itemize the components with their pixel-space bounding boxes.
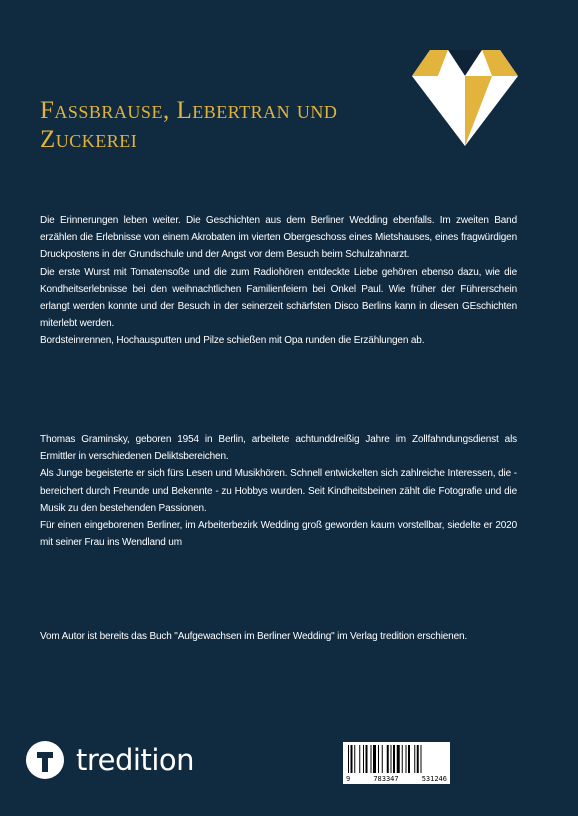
author-bio xyxy=(40,431,517,551)
note-text: Vom Autor ist bereits das Buch "Aufgewachsen im Berliner Wedding" im Verlag tredition erschienen. xyxy=(40,631,468,642)
publisher-name: tredition xyxy=(76,743,195,777)
previous-book-note xyxy=(40,628,517,645)
tredition-logo-icon xyxy=(26,741,64,779)
book-title: Fassbrause, Lebertran und Zuckerei xyxy=(40,97,338,153)
bio-paragraph: Thomas Graminsky, geboren 1954 in Berlin, arbeitete achtunddreißig Jahre im Zollfahndungsdienst als Ermittler in verschiedenen Deliktsbereichen. xyxy=(40,434,517,463)
description-paragraph: Bordsteinrennen, Hochausputten und Pilze schießen mit Opa runden die Erzählungen ab. xyxy=(40,335,425,347)
barcode-digit-group: 531246 xyxy=(421,775,447,783)
publisher-logo xyxy=(26,741,194,779)
barcode-digit-group: 783347 xyxy=(373,775,399,783)
barcode-digit-group: 9 xyxy=(346,775,351,783)
description-paragraph: Die Erinnerungen leben weiter. Die Geschichten aus dem Berliner Wedding ebenfalls. Im zweiten Band erzählen die Erlebnisse von einem Akrobaten im vierten Obergeschoss eines Mietshauses, eines fragwürdigen Druckpostens in der Grundschule und der Angst vor dem Besuch beim Schulzahnarzt. xyxy=(40,215,517,261)
barcode-bars xyxy=(348,745,445,773)
description-paragraph: Die erste Wurst mit Tomatensoße und die zum Radiohören entdeckte Liebe gehören ebenso dazu, wie die Kondheitserlebnisse bei den weihnachtlichen Familienfeiern bei Onkel Paul. Wie früher der Führerschein erlangt werden konnte und der Besuch in der seinerzeit schärfsten Disco Berlins kann in diesen GEschichten miterlebt werden. xyxy=(40,266,517,330)
diamond-emblem-icon xyxy=(410,48,520,148)
book-description xyxy=(40,212,517,350)
barcode-digits xyxy=(346,775,447,783)
isbn-barcode xyxy=(343,742,450,784)
bio-paragraph: Als Junge begeisterte er sich fürs Lesen und Musikhören. Schnell entwickelten sich zahlreiche Interessen, die - bereichert durch Freunde und Bekennte - zu Hobbys wurden. Seit Kindheitsbeinen zählt die Fotografie und die Musik zu den bestehenden Passionen. xyxy=(40,468,517,514)
bio-paragraph: Für einen eingeborenen Berliner, im Arbeiterbezirk Wedding groß geworden kaum vorstellbar, siedelte er 2020 mit seiner Frau ins Wendland um xyxy=(40,520,517,549)
